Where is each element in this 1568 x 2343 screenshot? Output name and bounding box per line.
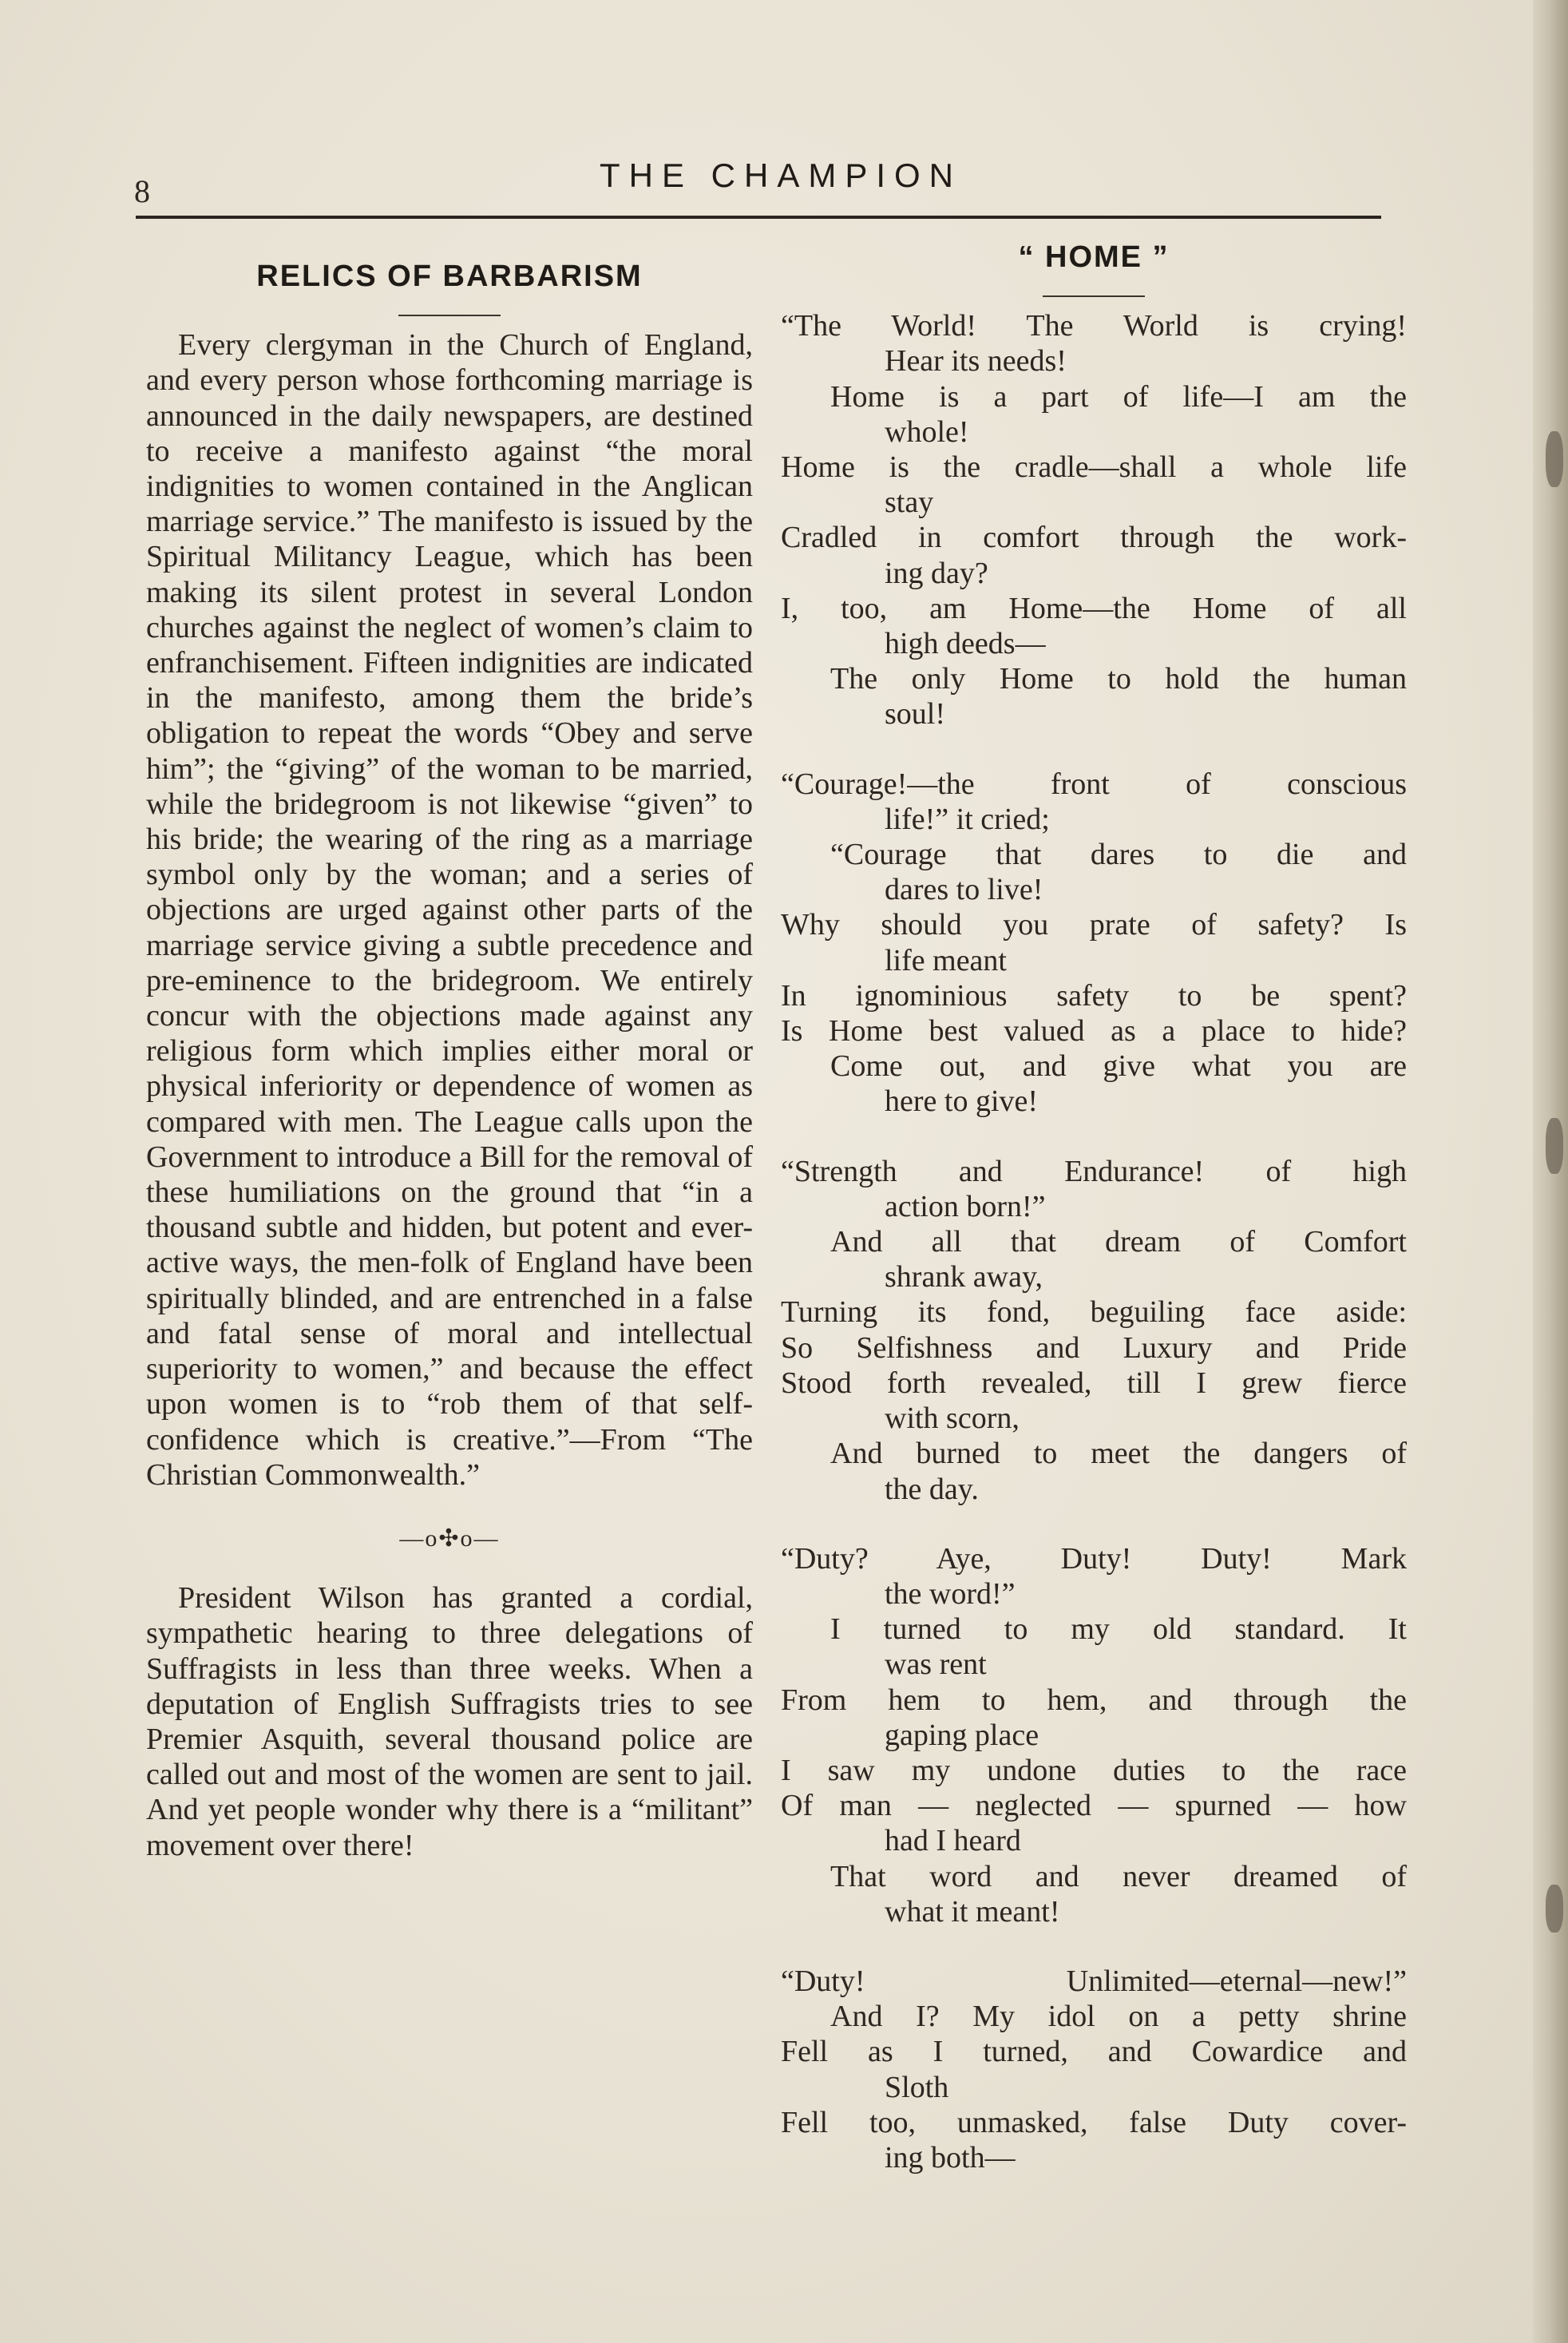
section-ornament: —o✣o— [399, 1524, 500, 1552]
book-spine-edge [1533, 0, 1568, 2343]
poem-line: “Courage that dares to die and [830, 838, 1407, 872]
poem-line: And all that dream of Comfort [830, 1225, 1407, 1259]
poem-stanza [781, 1541, 1407, 1929]
poem-line: I turned to my old standard. It [830, 1612, 1407, 1647]
poem-line: And I? My idol on a petty shrine [830, 2000, 1407, 2034]
poem-line: I, too, am Home—the Home of all [781, 591, 1407, 625]
poem-line: gaping place [885, 1718, 1039, 1752]
poem-line: “Strength and Endurance! of high [781, 1154, 1407, 1188]
poem-stanza [781, 308, 1407, 731]
poem-line: Of man — neglected — spurned — how [781, 1789, 1407, 1823]
poem-line: high deeds— [885, 627, 1046, 661]
poem-line: had I heard [885, 1824, 1021, 1858]
poem-line: life meant [885, 943, 1007, 977]
poem-stanza [781, 767, 1407, 1120]
poem-line: life!” it cried; [885, 802, 1050, 836]
poem-line: In ignominious safety to be spent? [781, 978, 1407, 1013]
title-rule [1043, 295, 1145, 297]
poem-line: From hem to hem, and through the [781, 1683, 1407, 1717]
poem-line: Cradled in comfort through the work- [781, 521, 1407, 555]
poem-line: was rent [885, 1647, 987, 1682]
page-header [134, 157, 1380, 212]
poem-line: Home is a part of life—I am the [830, 379, 1407, 414]
poem-line: here to give! [885, 1084, 1039, 1119]
poem-line: So Selfishness and Luxury and Pride [781, 1330, 1407, 1365]
poem-line: ing both— [885, 2140, 1016, 2175]
poem-line: Turning its fond, beguiling face aside: [781, 1295, 1407, 1330]
poem-line: stay [885, 486, 934, 520]
article-title: RELICS OF BARBARISM [256, 260, 643, 293]
poem-line: action born!” [885, 1189, 1046, 1223]
poem-line: Fell too, unmasked, false Duty cover- [781, 2105, 1407, 2139]
journal-title: THE CHAMPION [599, 157, 962, 194]
poem-stanza [781, 1154, 1407, 1507]
title-rule [398, 315, 501, 316]
poem-line: the word!” [885, 1576, 1016, 1611]
poem-line: The only Home to hold the human [830, 662, 1407, 696]
poem-line: soul! [885, 697, 945, 731]
right-column [781, 240, 1407, 2210]
poem-line: “The World! The World is crying! [781, 309, 1407, 343]
page-number: 8 [134, 173, 150, 209]
poem-line: Home is the cradle—shall a whole life [781, 450, 1407, 485]
poem-stanza [781, 1964, 1407, 2175]
poem-line: the day. [885, 1472, 979, 1506]
poem-line: whole! [885, 414, 969, 449]
left-column [146, 240, 753, 1863]
poem-line: Why should you prate of safety? Is [781, 908, 1407, 942]
poem-line: Come out, and give what you are [830, 1049, 1407, 1084]
poem-line: dares to live! [885, 873, 1043, 907]
spine-stain [1546, 431, 1563, 487]
poem-line: ing day? [885, 556, 988, 590]
poem-line: Fell as I turned, and Cowardice and [781, 2035, 1407, 2069]
article-paragraph: Every clergyman in the Church of England, and every person whose forthcoming marriage is announced in the daily newspapers, are destined to receive a manifesto against “the moral indignities to women contained in the Anglican marriage service.” The manifesto is issued by the Spiritual Militancy League, which has been making its silent protest in several London churches against the neglect of women’s claim to enfranchisement. Fifteen indignities are indicated in the manifesto, among them the bride’s obligation to repeat the words “Obey and serve him”; the “giving” of the woman to be married, while the bridegroom is not likewise “given” to his bride; the wearing of the ring as a marriage symbol only by the woman; and a series of objections are urged against other parts of the marriage service giving a subtle precedence and pre-eminence to the bridegroom. We entirely concur with the objections made against any religious form which implies either moral or physical inferiority or dependence of women as compared with men. The League calls upon the Government to introduce a Bill for the removal of these humiliations on the ground that “in a thousand subtle and hidden, but potent and ever-active ways, the men-folk of England have been spiritually blinded, and are entrenched in a false and fatal sense of moral and intellectual superiority to women,” and because the effect upon women is to “rob them of that self-confidence which is creative.”—From “The Christian Commonwealth.” [146, 328, 753, 1492]
spine-stain [1546, 1885, 1563, 1933]
poem-line: And burned to meet the dangers of [830, 1437, 1407, 1471]
header-rule [136, 216, 1381, 219]
poem-line: I saw my undone duties to the race [781, 1753, 1407, 1787]
spine-stain [1546, 1118, 1563, 1174]
article-paragraph: President Wilson has granted a cordial, sympathetic hearing to three delegations of Suffragists in less than three weeks. When a deputation of English Suffragists tries to see Premier Asquith, several thousand police are called out and most of the women are sent to jail. And yet people wonder why there is a “militant” movement over there! [146, 1581, 753, 1862]
poem-line: Hear its needs! [885, 344, 1067, 379]
poem-line: Stood forth revealed, till I grew fierce [781, 1366, 1407, 1400]
poem-line: “Duty! Unlimited—eternal—new!” [781, 1964, 1407, 1998]
poem-line: “Duty? Aye, Duty! Duty! Mark [781, 1541, 1407, 1576]
poem-line: “Courage!—the front of conscious [781, 767, 1407, 801]
poem-line: with scorn, [885, 1401, 1020, 1436]
poem-line: That word and never dreamed of [830, 1859, 1407, 1893]
poem-line: shrank away, [885, 1260, 1043, 1294]
poem-title: “ HOME ” [1018, 240, 1170, 274]
poem-line: Is Home best valued as a place to hide? [781, 1014, 1407, 1049]
poem-line: Sloth [885, 2070, 949, 2104]
poem-line: what it meant! [885, 1894, 1060, 1929]
